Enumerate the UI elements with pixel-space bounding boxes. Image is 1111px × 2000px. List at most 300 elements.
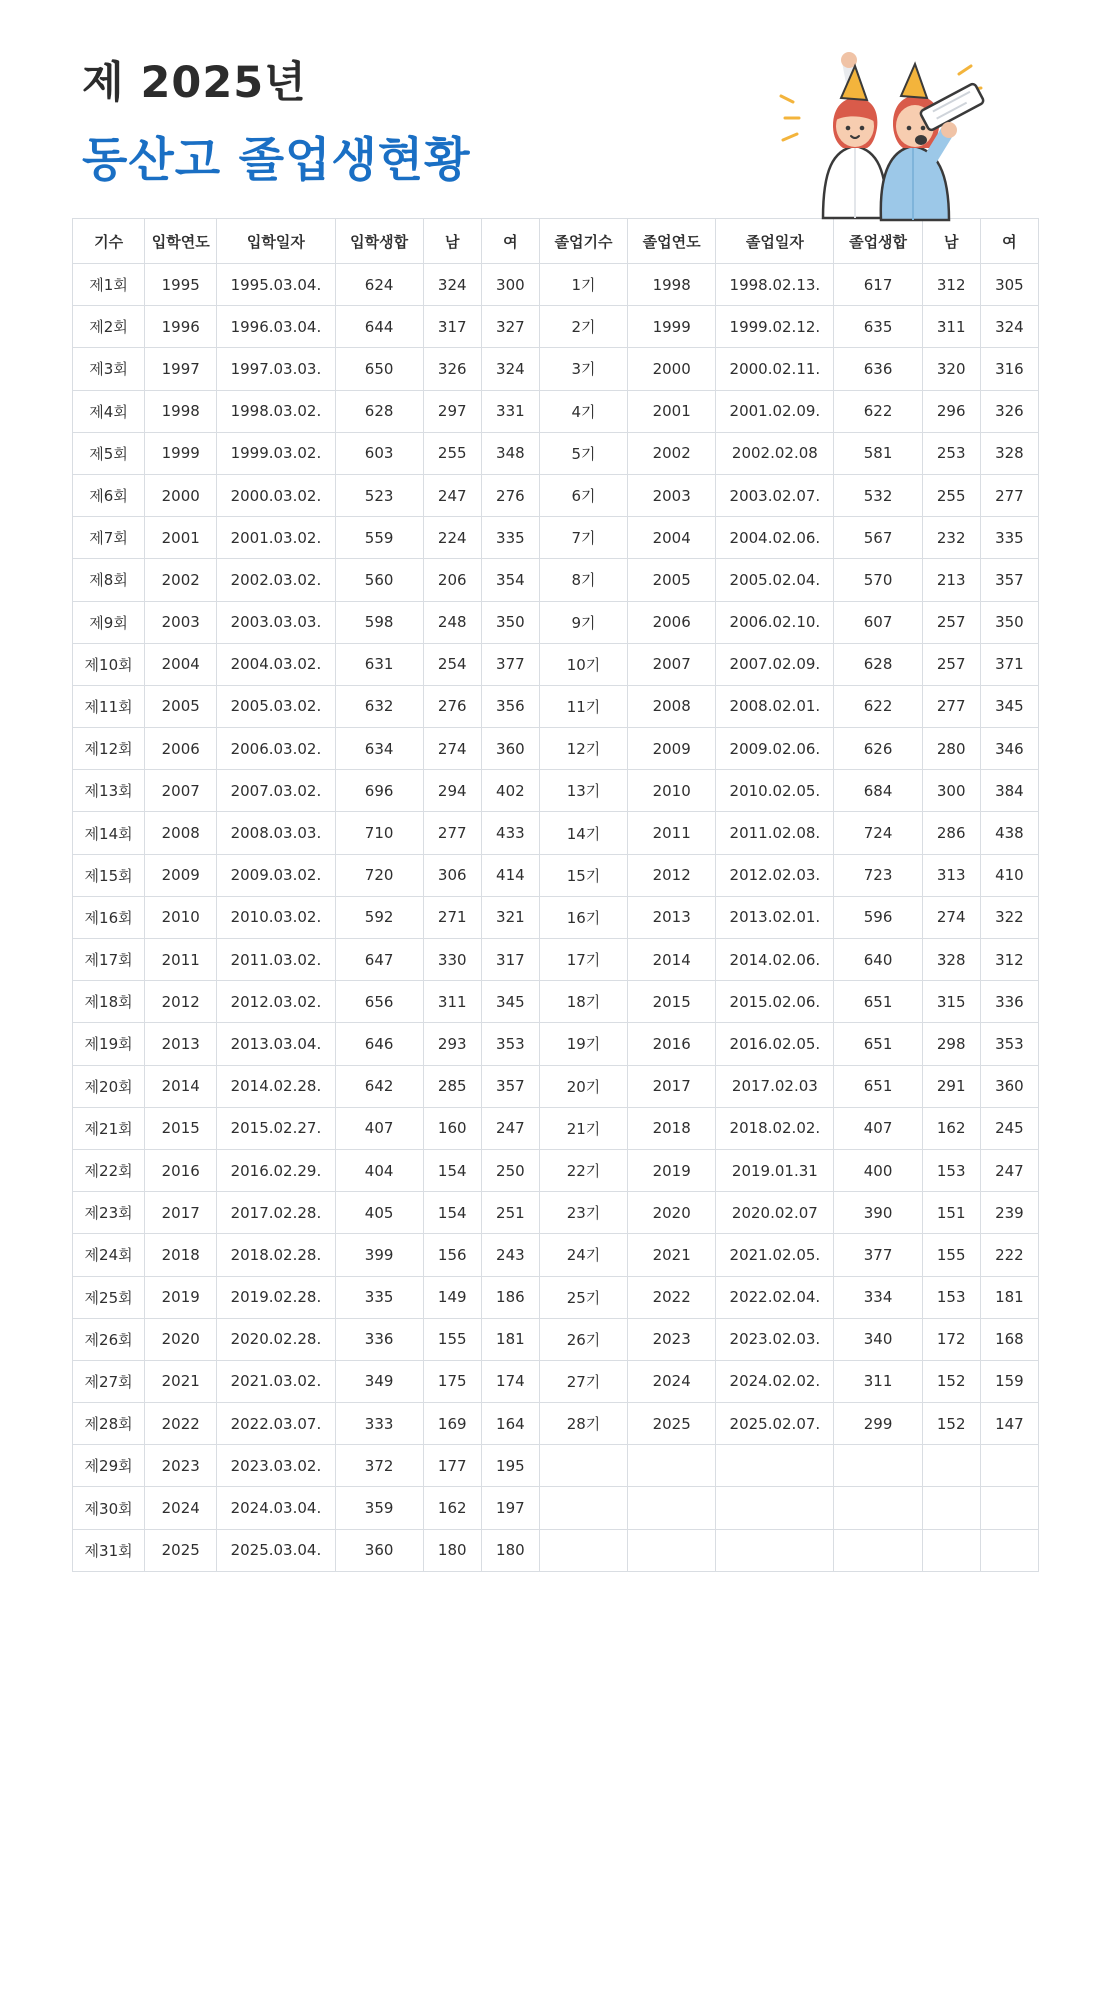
table-cell: 335 [481, 517, 539, 559]
table-cell: 186 [481, 1276, 539, 1318]
table-cell: 2023.03.02. [217, 1445, 335, 1487]
table-cell: 8기 [539, 559, 627, 601]
table-cell: 581 [834, 432, 922, 474]
table-row [73, 306, 1039, 348]
table-cell: 333 [335, 1403, 423, 1445]
table-cell: 197 [481, 1487, 539, 1529]
table-row [73, 1149, 1039, 1191]
table-cell: 3기 [539, 348, 627, 390]
table-cell: 제20회 [73, 1065, 145, 1107]
table-cell: 2003.03.03. [217, 601, 335, 643]
table-cell: 297 [423, 390, 481, 432]
table-cell: 1997.03.03. [217, 348, 335, 390]
table-cell: 247 [980, 1149, 1038, 1191]
table-cell: 23기 [539, 1192, 627, 1234]
table-cell: 2018.02.28. [217, 1234, 335, 1276]
table-cell: 277 [922, 685, 980, 727]
table-cell: 326 [423, 348, 481, 390]
table-cell: 제1회 [73, 264, 145, 306]
two-graduates-celebrating-illustration [763, 40, 993, 225]
table-cell: 15기 [539, 854, 627, 896]
table-cell: 632 [335, 685, 423, 727]
table-cell: 151 [922, 1192, 980, 1234]
table-cell: 제22회 [73, 1149, 145, 1191]
column-header-admission-year: 입학연도 [145, 219, 217, 264]
table-cell: 제31회 [73, 1529, 145, 1571]
table-cell: 2013 [628, 896, 716, 938]
table-cell [922, 1445, 980, 1487]
table-row [73, 474, 1039, 516]
table-cell: 330 [423, 939, 481, 981]
table-cell: 2025.03.04. [217, 1529, 335, 1571]
table-cell [716, 1487, 834, 1529]
table-cell: 제12회 [73, 728, 145, 770]
table-cell: 174 [481, 1360, 539, 1402]
table-cell: 2005 [628, 559, 716, 601]
table-row [73, 264, 1039, 306]
table-cell: 1995 [145, 264, 217, 306]
table-cell: 1997 [145, 348, 217, 390]
table-cell: 2001 [145, 517, 217, 559]
table-cell: 제24회 [73, 1234, 145, 1276]
table-cell [539, 1445, 627, 1487]
table-cell: 제29회 [73, 1445, 145, 1487]
table-row [73, 1065, 1039, 1107]
table-cell: 656 [335, 981, 423, 1023]
table-cell: 2022 [628, 1276, 716, 1318]
table-cell: 360 [335, 1529, 423, 1571]
table-cell: 2002.03.02. [217, 559, 335, 601]
table-cell: 257 [922, 601, 980, 643]
table-cell [628, 1445, 716, 1487]
table-cell: 617 [834, 264, 922, 306]
table-cell: 603 [335, 432, 423, 474]
table-cell: 646 [335, 1023, 423, 1065]
table-cell: 2018 [628, 1107, 716, 1149]
table-cell: 2013.02.01. [716, 896, 834, 938]
table-cell: 372 [335, 1445, 423, 1487]
table-cell: 321 [481, 896, 539, 938]
table-cell: 2015.02.06. [716, 981, 834, 1023]
table-cell [980, 1529, 1038, 1571]
table-cell: 250 [481, 1149, 539, 1191]
table-row [73, 1445, 1039, 1487]
table-cell: 2025.02.07. [716, 1403, 834, 1445]
table-cell: 177 [423, 1445, 481, 1487]
table-cell: 2024 [145, 1487, 217, 1529]
table-cell: 322 [980, 896, 1038, 938]
table-row [73, 939, 1039, 981]
table-row [73, 1403, 1039, 1445]
table-cell: 626 [834, 728, 922, 770]
table-cell: 402 [481, 770, 539, 812]
table-cell: 제23회 [73, 1192, 145, 1234]
table-cell: 335 [335, 1276, 423, 1318]
table-cell: 181 [481, 1318, 539, 1360]
table-cell: 2021.03.02. [217, 1360, 335, 1402]
table-cell: 18기 [539, 981, 627, 1023]
table-cell: 제27회 [73, 1360, 145, 1402]
table-cell: 2006 [628, 601, 716, 643]
table-cell [834, 1445, 922, 1487]
table-cell: 311 [922, 306, 980, 348]
table-cell: 345 [481, 981, 539, 1023]
table-cell: 384 [980, 770, 1038, 812]
table-row [73, 981, 1039, 1023]
column-header-graduation-year: 졸업연도 [628, 219, 716, 264]
table-cell: 7기 [539, 517, 627, 559]
table-cell: 2009 [145, 854, 217, 896]
table-cell [539, 1529, 627, 1571]
table-cell: 377 [834, 1234, 922, 1276]
table-cell: 2015 [628, 981, 716, 1023]
table-cell: 2019 [628, 1149, 716, 1191]
table-cell [716, 1529, 834, 1571]
table-cell: 348 [481, 432, 539, 474]
table-cell: 2020 [145, 1318, 217, 1360]
table-cell: 390 [834, 1192, 922, 1234]
table-cell: 2017 [145, 1192, 217, 1234]
table-cell: 354 [481, 559, 539, 601]
table-cell: 155 [423, 1318, 481, 1360]
table-cell: 4기 [539, 390, 627, 432]
table-cell: 181 [980, 1276, 1038, 1318]
table-cell: 298 [922, 1023, 980, 1065]
table-cell: 180 [481, 1529, 539, 1571]
table-cell: 651 [834, 1023, 922, 1065]
table-cell: 156 [423, 1234, 481, 1276]
table-cell: 559 [335, 517, 423, 559]
table-cell: 2004.02.06. [716, 517, 834, 559]
table-cell: 405 [335, 1192, 423, 1234]
table-cell: 286 [922, 812, 980, 854]
table-cell: 255 [922, 474, 980, 516]
table-cell: 2025 [628, 1403, 716, 1445]
table-cell: 2015.02.27. [217, 1107, 335, 1149]
table-cell: 2012 [145, 981, 217, 1023]
table-cell: 6기 [539, 474, 627, 516]
column-header-graduation-class: 졸업기수 [539, 219, 627, 264]
table-cell: 1996 [145, 306, 217, 348]
table-cell: 407 [335, 1107, 423, 1149]
table-cell: 제26회 [73, 1318, 145, 1360]
table-header-row [73, 219, 1039, 264]
table-cell: 357 [980, 559, 1038, 601]
table-cell: 407 [834, 1107, 922, 1149]
table-cell: 353 [481, 1023, 539, 1065]
table-cell: 2001 [628, 390, 716, 432]
table-cell: 371 [980, 643, 1038, 685]
table-cell: 255 [423, 432, 481, 474]
table-cell: 147 [980, 1403, 1038, 1445]
table-cell: 313 [922, 854, 980, 896]
table-cell: 336 [980, 981, 1038, 1023]
table-row [73, 348, 1039, 390]
table-cell: 제16회 [73, 896, 145, 938]
table-cell: 제18회 [73, 981, 145, 1023]
table-cell: 523 [335, 474, 423, 516]
table-cell: 제3회 [73, 348, 145, 390]
table-cell: 359 [335, 1487, 423, 1529]
table-cell: 320 [922, 348, 980, 390]
table-cell: 592 [335, 896, 423, 938]
table-cell: 2021 [145, 1360, 217, 1402]
table-cell: 2011 [145, 939, 217, 981]
table-cell: 353 [980, 1023, 1038, 1065]
table-cell: 180 [423, 1529, 481, 1571]
table-row [73, 390, 1039, 432]
table-row [73, 559, 1039, 601]
table-row [73, 643, 1039, 685]
table-cell: 9기 [539, 601, 627, 643]
table-row [73, 728, 1039, 770]
table-cell [922, 1529, 980, 1571]
table-cell: 254 [423, 643, 481, 685]
table-cell: 제11회 [73, 685, 145, 727]
table-cell: 2010 [145, 896, 217, 938]
table-cell: 349 [335, 1360, 423, 1402]
column-header-admission-total: 입학생합 [335, 219, 423, 264]
page-title-main: 동산고 졸업생현황 [82, 133, 471, 189]
table-cell: 10기 [539, 643, 627, 685]
table-row [73, 812, 1039, 854]
table-cell: 169 [423, 1403, 481, 1445]
table-cell: 331 [481, 390, 539, 432]
table-cell: 2009 [628, 728, 716, 770]
table-cell: 2024 [628, 1360, 716, 1402]
table-cell: 247 [423, 474, 481, 516]
table-cell: 710 [335, 812, 423, 854]
table-cell: 1기 [539, 264, 627, 306]
table-cell: 2019.01.31 [716, 1149, 834, 1191]
table-cell: 247 [481, 1107, 539, 1149]
graduates-table-wrap [0, 200, 1111, 1572]
table-cell [716, 1445, 834, 1487]
table-cell: 650 [335, 348, 423, 390]
table-cell: 2011.03.02. [217, 939, 335, 981]
table-cell: 제13회 [73, 770, 145, 812]
table-cell: 19기 [539, 1023, 627, 1065]
table-cell: 2016.02.05. [716, 1023, 834, 1065]
table-cell: 20기 [539, 1065, 627, 1107]
table-cell: 22기 [539, 1149, 627, 1191]
table-cell: 2008.03.03. [217, 812, 335, 854]
table-cell: 제25회 [73, 1276, 145, 1318]
table-row [73, 517, 1039, 559]
table-cell: 291 [922, 1065, 980, 1107]
table-cell: 410 [980, 854, 1038, 896]
table-cell: 350 [481, 601, 539, 643]
table-cell: 2014.02.28. [217, 1065, 335, 1107]
table-cell: 175 [423, 1360, 481, 1402]
table-cell: 제8회 [73, 559, 145, 601]
table-cell: 607 [834, 601, 922, 643]
table-cell [628, 1487, 716, 1529]
table-cell: 293 [423, 1023, 481, 1065]
table-cell: 2008 [628, 685, 716, 727]
table-cell: 2006.02.10. [716, 601, 834, 643]
table-cell: 596 [834, 896, 922, 938]
table-cell: 642 [335, 1065, 423, 1107]
table-cell: 2023 [628, 1318, 716, 1360]
table-cell: 2016 [628, 1023, 716, 1065]
table-cell: 2014 [628, 939, 716, 981]
table-cell: 162 [423, 1487, 481, 1529]
table-cell: 155 [922, 1234, 980, 1276]
table-cell: 324 [481, 348, 539, 390]
table-cell: 2018 [145, 1234, 217, 1276]
table-cell: 2008 [145, 812, 217, 854]
table-cell: 26기 [539, 1318, 627, 1360]
table-cell: 271 [423, 896, 481, 938]
table-row [73, 1192, 1039, 1234]
table-cell: 11기 [539, 685, 627, 727]
table-row [73, 1318, 1039, 1360]
table-cell: 2006.03.02. [217, 728, 335, 770]
table-cell: 300 [922, 770, 980, 812]
table-cell: 404 [335, 1149, 423, 1191]
table-cell: 153 [922, 1276, 980, 1318]
table-cell: 28기 [539, 1403, 627, 1445]
table-cell: 2020 [628, 1192, 716, 1234]
column-header-admission-date: 입학일자 [217, 219, 335, 264]
table-cell: 2019 [145, 1276, 217, 1318]
table-cell: 567 [834, 517, 922, 559]
table-cell: 598 [335, 601, 423, 643]
table-cell: 2기 [539, 306, 627, 348]
table-cell: 628 [335, 390, 423, 432]
table-cell: 357 [481, 1065, 539, 1107]
table-cell: 311 [834, 1360, 922, 1402]
table-cell: 213 [922, 559, 980, 601]
table-row [73, 1234, 1039, 1276]
table-cell: 243 [481, 1234, 539, 1276]
table-cell: 327 [481, 306, 539, 348]
table-cell: 2007.03.02. [217, 770, 335, 812]
table-cell: 1995.03.04. [217, 264, 335, 306]
table-cell: 2000.02.11. [716, 348, 834, 390]
table-cell: 제9회 [73, 601, 145, 643]
table-cell: 25기 [539, 1276, 627, 1318]
table-row [73, 1107, 1039, 1149]
table-cell: 328 [980, 432, 1038, 474]
table-cell: 277 [980, 474, 1038, 516]
table-cell: 2007 [628, 643, 716, 685]
table-cell: 570 [834, 559, 922, 601]
table-cell: 399 [335, 1234, 423, 1276]
table-cell: 제28회 [73, 1403, 145, 1445]
table-cell: 21기 [539, 1107, 627, 1149]
table-cell: 1998 [628, 264, 716, 306]
table-cell: 2004 [145, 643, 217, 685]
column-header-admission-female: 여 [481, 219, 539, 264]
page-header [0, 0, 1111, 200]
table-cell: 317 [481, 939, 539, 981]
table-cell: 305 [980, 264, 1038, 306]
table-cell: 248 [423, 601, 481, 643]
table-cell: 172 [922, 1318, 980, 1360]
table-cell: 제17회 [73, 939, 145, 981]
table-row [73, 1487, 1039, 1529]
table-cell: 257 [922, 643, 980, 685]
table-row [73, 1529, 1039, 1571]
table-cell: 제21회 [73, 1107, 145, 1149]
table-cell: 276 [481, 474, 539, 516]
page-title-year: 제 2025년 [82, 58, 307, 108]
table-cell: 285 [423, 1065, 481, 1107]
table-cell: 245 [980, 1107, 1038, 1149]
table-cell: 232 [922, 517, 980, 559]
table-cell: 274 [423, 728, 481, 770]
table-row [73, 432, 1039, 474]
table-cell: 2010 [628, 770, 716, 812]
table-cell: 2005 [145, 685, 217, 727]
table-cell: 277 [423, 812, 481, 854]
table-cell: 149 [423, 1276, 481, 1318]
table-cell: 433 [481, 812, 539, 854]
table-cell: 195 [481, 1445, 539, 1487]
table-cell: 2004 [628, 517, 716, 559]
table-cell: 제7회 [73, 517, 145, 559]
table-cell: 2025 [145, 1529, 217, 1571]
table-cell: 324 [980, 306, 1038, 348]
table-cell: 2017 [628, 1065, 716, 1107]
table-cell: 2021 [628, 1234, 716, 1276]
table-cell: 300 [481, 264, 539, 306]
table-cell: 27기 [539, 1360, 627, 1402]
table-cell: 345 [980, 685, 1038, 727]
table-cell: 2004.03.02. [217, 643, 335, 685]
table-cell: 720 [335, 854, 423, 896]
table-cell: 276 [423, 685, 481, 727]
table-cell: 2016 [145, 1149, 217, 1191]
table-cell: 640 [834, 939, 922, 981]
table-cell [980, 1445, 1038, 1487]
table-cell: 2021.02.05. [716, 1234, 834, 1276]
table-cell: 2012.03.02. [217, 981, 335, 1023]
table-cell: 2016.02.29. [217, 1149, 335, 1191]
table-cell: 2023 [145, 1445, 217, 1487]
table-cell: 280 [922, 728, 980, 770]
table-cell: 2013 [145, 1023, 217, 1065]
table-cell: 2000.03.02. [217, 474, 335, 516]
table-cell: 2002 [628, 432, 716, 474]
table-cell: 2017.02.28. [217, 1192, 335, 1234]
table-cell [539, 1487, 627, 1529]
table-cell: 2013.03.04. [217, 1023, 335, 1065]
table-cell [922, 1487, 980, 1529]
table-cell: 153 [922, 1149, 980, 1191]
table-cell: 328 [922, 939, 980, 981]
table-cell: 2022.02.04. [716, 1276, 834, 1318]
table-cell: 631 [335, 643, 423, 685]
table-cell: 154 [423, 1149, 481, 1191]
table-cell: 324 [423, 264, 481, 306]
table-cell: 2023.02.03. [716, 1318, 834, 1360]
table-cell: 164 [481, 1403, 539, 1445]
column-header-admission-male: 남 [423, 219, 481, 264]
table-cell: 634 [335, 728, 423, 770]
table-row [73, 601, 1039, 643]
table-cell: 2002 [145, 559, 217, 601]
table-cell: 168 [980, 1318, 1038, 1360]
table-cell: 1998.03.02. [217, 390, 335, 432]
table-cell: 647 [335, 939, 423, 981]
table-cell: 274 [922, 896, 980, 938]
table-cell [834, 1529, 922, 1571]
table-cell: 제6회 [73, 474, 145, 516]
table-cell: 206 [423, 559, 481, 601]
